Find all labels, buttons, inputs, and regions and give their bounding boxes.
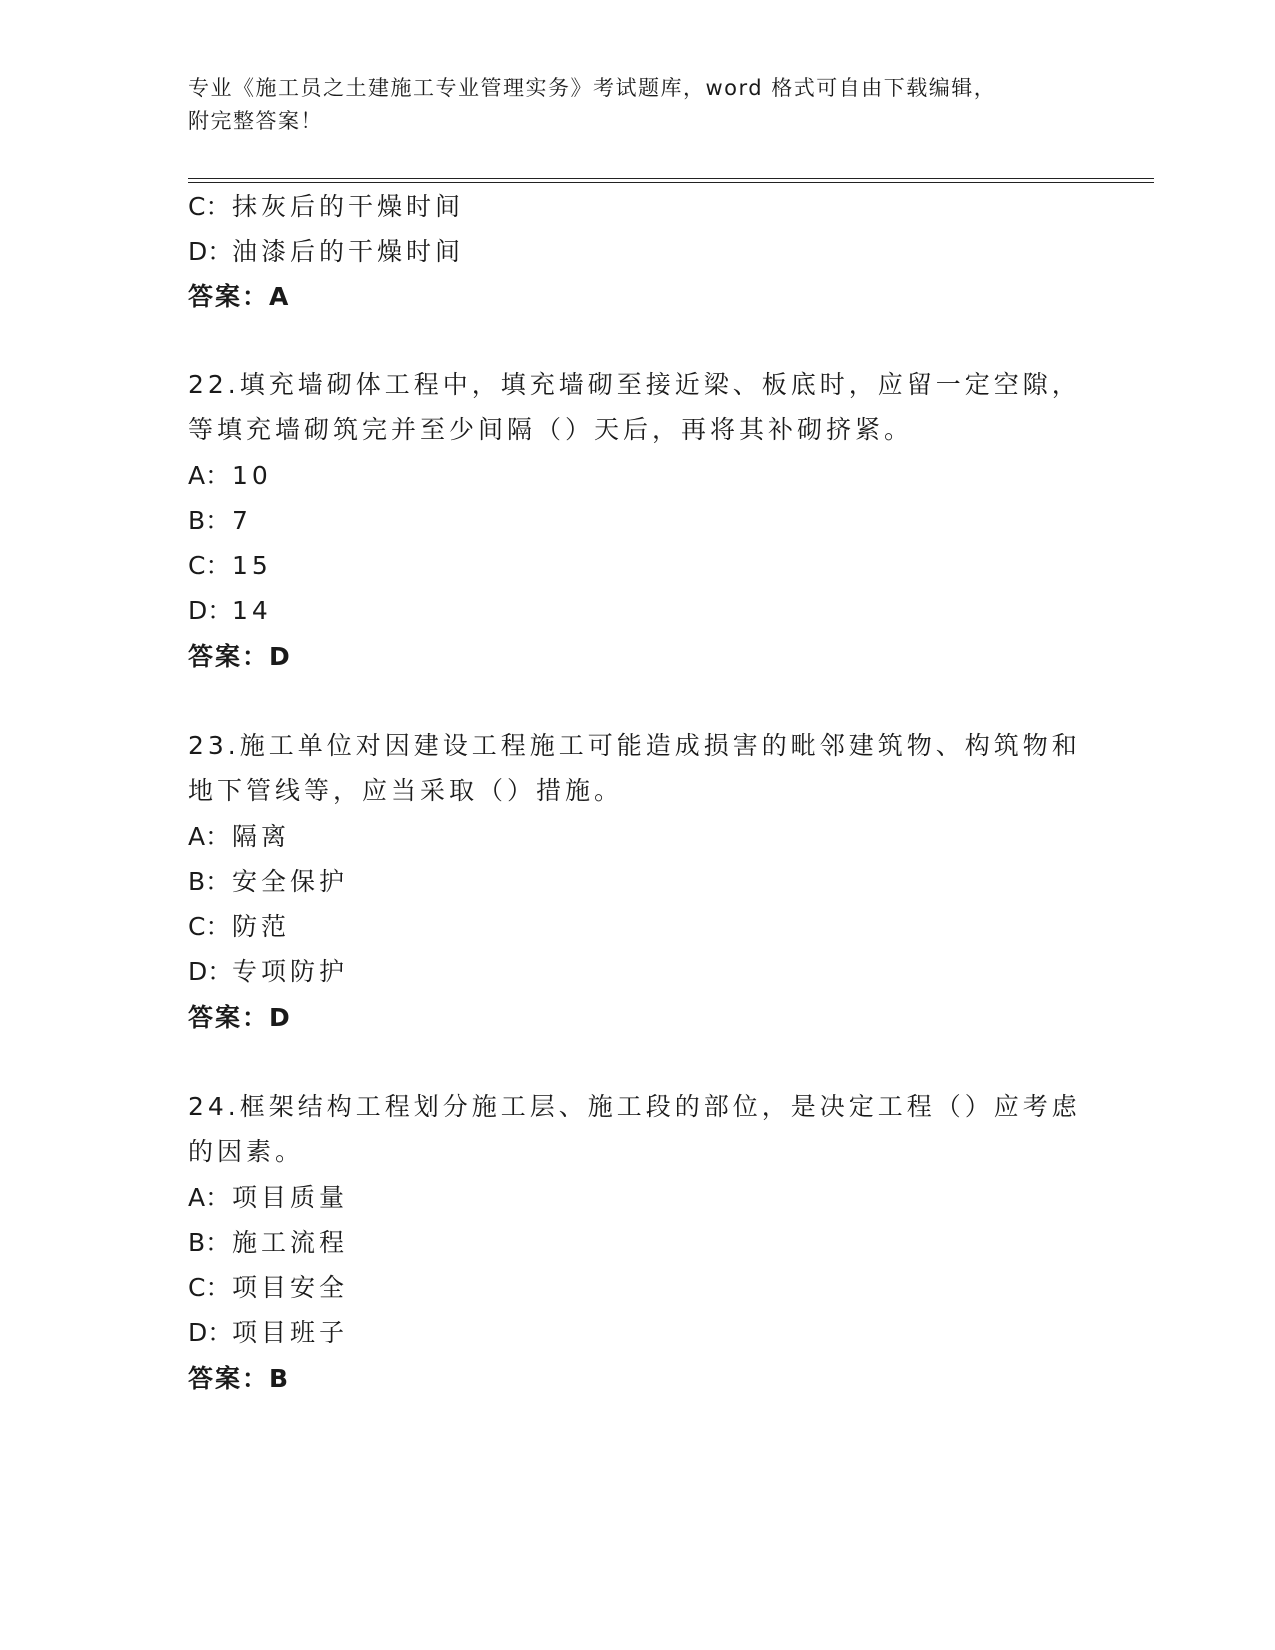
option-text: 专项防护 (232, 957, 349, 986)
option-text: 项目安全 (232, 1273, 349, 1302)
option-letter: C： (188, 551, 231, 580)
option-letter: D： (188, 596, 233, 625)
header-rule-bottom (188, 182, 1154, 183)
option-text: 14 (232, 596, 272, 625)
option-text: 10 (232, 461, 272, 490)
option-line (188, 192, 464, 222)
option-line (188, 1183, 348, 1213)
option-text: 项目班子 (232, 1318, 349, 1347)
answer-line: 答案：D (188, 1003, 292, 1032)
option-line (188, 1273, 348, 1303)
page-header (188, 72, 1068, 138)
option-line (188, 596, 272, 626)
option-line (188, 912, 290, 942)
header-rule-top (188, 178, 1154, 179)
answer-line: 答案：A (188, 282, 291, 311)
option-letter: D： (188, 957, 233, 986)
question-stem-line: 24.框架结构工程划分施工层、施工段的部位，是决定工程（）应考虑 (188, 1092, 1081, 1121)
answer-line: 答案：B (188, 1364, 291, 1393)
option-letter: B： (188, 506, 231, 535)
option-letter: B： (188, 1228, 231, 1257)
option-line (188, 1228, 348, 1258)
option-letter: A： (188, 461, 231, 490)
option-letter: C： (188, 1273, 231, 1302)
header-line-2: 附完整答案！ (188, 109, 323, 133)
answer-line: 答案：D (188, 642, 292, 671)
option-line (188, 957, 348, 987)
question-stem-line: 等填充墙砌筑完并至少间隔（）天后，再将其补砌挤紧。 (188, 415, 914, 444)
option-text: 施工流程 (232, 1228, 349, 1257)
option-text: 抹灰后的干燥时间 (232, 192, 465, 221)
option-letter: D： (188, 237, 233, 266)
option-text: 油漆后的干燥时间 (232, 237, 465, 266)
option-line (188, 461, 272, 491)
option-line (188, 867, 348, 897)
question-stem-line: 地下管线等，应当采取（）措施。 (188, 776, 624, 805)
option-letter: A： (188, 822, 231, 851)
option-letter: B： (188, 867, 231, 896)
option-letter: D： (188, 1318, 233, 1347)
option-text: 防范 (232, 912, 291, 941)
header-line-1: 专业《施工员之土建施工专业管理实务》考试题库，word 格式可自由下载编辑， (188, 76, 997, 100)
option-line (188, 1318, 348, 1348)
option-text: 安全保护 (232, 867, 349, 896)
option-letter: C： (188, 912, 231, 941)
question-stem-line: 22.填充墙砌体工程中，填充墙砌至接近梁、板底时，应留一定空隙， (188, 370, 1081, 399)
option-line (188, 506, 252, 536)
option-line (188, 237, 464, 267)
option-line (188, 551, 272, 581)
option-text: 隔离 (232, 822, 291, 851)
option-letter: A： (188, 1183, 231, 1212)
option-letter: C： (188, 192, 231, 221)
option-text: 15 (232, 551, 272, 580)
question-stem-line: 的因素。 (188, 1137, 305, 1166)
question-stem-line: 23.施工单位对因建设工程施工可能造成损害的毗邻建筑物、构筑物和 (188, 731, 1081, 760)
option-line (188, 822, 290, 852)
option-text: 项目质量 (232, 1183, 349, 1212)
option-text: 7 (232, 506, 252, 535)
